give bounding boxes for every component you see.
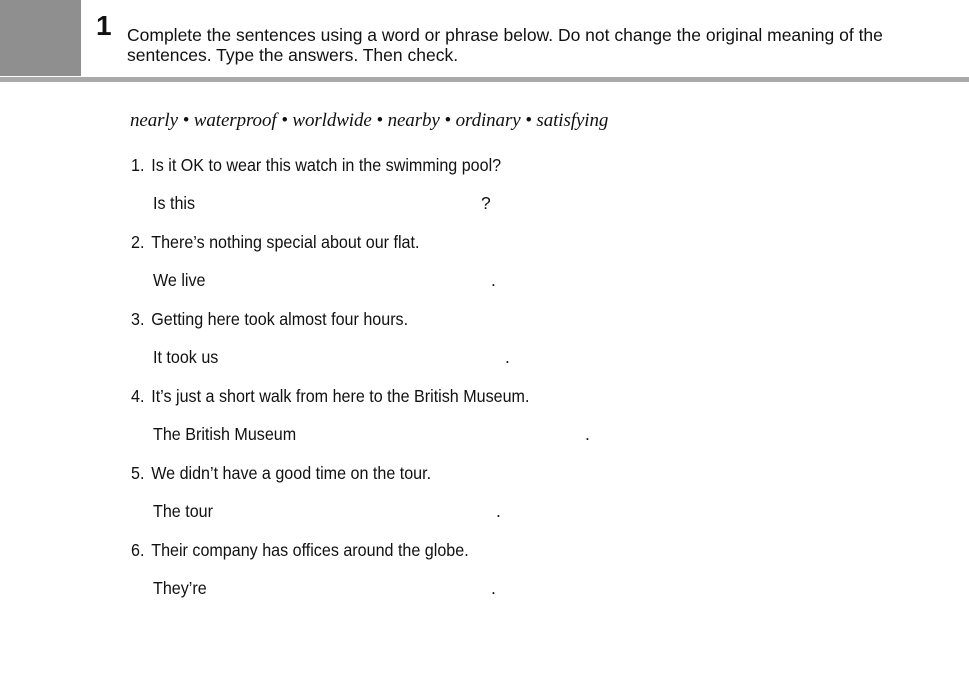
word-bank: nearly • waterproof • worldwide • nearby • ordinary • satisfying xyxy=(130,110,609,131)
answer-end-6: . xyxy=(491,578,496,598)
question-number: 2. xyxy=(131,232,145,252)
answer-prompt-5: The tour xyxy=(153,501,213,521)
answer-end-3: . xyxy=(505,347,510,367)
answer-input-1[interactable] xyxy=(212,192,478,214)
answer-prompt-6: They’re xyxy=(153,578,207,598)
question-text: Is it OK to wear this watch in the swimming pool? xyxy=(151,155,502,175)
question-text: There’s nothing special about our flat. xyxy=(151,232,420,252)
answer-prompt-2: We live xyxy=(153,270,206,290)
answer-end-4: . xyxy=(585,424,590,444)
question-number: 1. xyxy=(131,155,145,175)
question-number: 4. xyxy=(131,386,145,406)
question-5 xyxy=(131,463,431,484)
header-gray-block xyxy=(0,0,81,76)
question-4 xyxy=(131,386,529,407)
question-2 xyxy=(131,232,419,253)
answer-prompt-3: It took us xyxy=(153,347,219,367)
answer-prompt-4: The British Museum xyxy=(153,424,297,444)
answer-input-4[interactable] xyxy=(312,423,580,445)
answer-input-6[interactable] xyxy=(218,577,486,599)
answer-end-5: . xyxy=(496,501,501,521)
answer-prompt-1: Is this xyxy=(153,193,196,213)
question-text: Getting here took almost four hours. xyxy=(151,309,409,329)
answer-input-5[interactable] xyxy=(224,500,492,522)
question-number: 6. xyxy=(131,540,145,560)
answer-end-1: ? xyxy=(481,193,491,213)
question-text: We didn’t have a good time on the tour. xyxy=(151,463,432,483)
question-number: 3. xyxy=(131,309,145,329)
question-text: Their company has offices around the globe. xyxy=(151,540,469,560)
exercise-number: 1 xyxy=(96,10,112,41)
question-text: It’s just a short walk from here to the British Museum. xyxy=(151,386,530,406)
answer-end-2: . xyxy=(491,270,496,290)
question-3 xyxy=(131,309,408,330)
question-6 xyxy=(131,540,469,561)
question-number: 5. xyxy=(131,463,145,483)
exercise-instructions: Complete the sentences using a word or phrase below. Do not change the original meaning of the sentences. Type the answers. Then check. xyxy=(127,25,883,65)
question-1 xyxy=(131,155,501,176)
answer-input-3[interactable] xyxy=(232,346,500,368)
header-divider xyxy=(0,77,969,82)
answer-input-2[interactable] xyxy=(218,269,486,291)
